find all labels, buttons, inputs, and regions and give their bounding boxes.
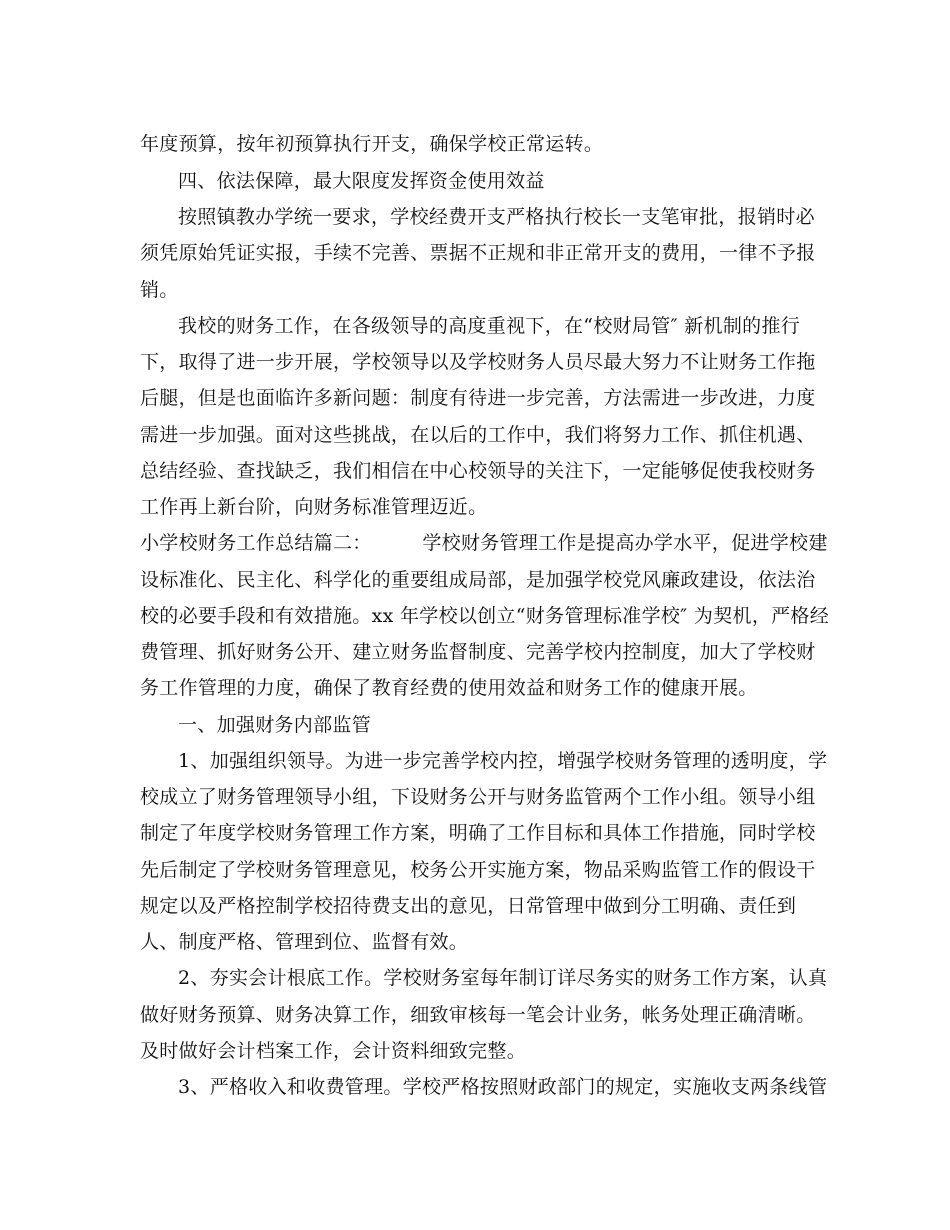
text-line: 做好财务预算、财务决算工作，细致审核每一笔会计业务，帐务处理正确清晰。 bbox=[140, 1004, 816, 1026]
text-line: 设标准化、民主化、科学化的重要组成局部，是加强学校党风廉政建设，依法治 bbox=[140, 569, 816, 591]
text-line: 人、制度严格、管理到位、监督有效。 bbox=[140, 931, 469, 953]
text-line: 先后制定了学校财务管理意见，校务公开实施方案，物品采购监管工作的假设干 bbox=[140, 859, 816, 881]
text-line: 后腿，但是也面临许多新问题：制度有待进一步完善，方法需进一步改进，力度 bbox=[140, 387, 816, 409]
text-line: 1、加强组织领导。为进一步完善学校内控，增强学校财务管理的透明度，学 bbox=[178, 750, 828, 772]
text-line: 务工作管理的力度，确保了教育经费的使用效益和财务工作的健康开展。 bbox=[140, 677, 758, 699]
text-line: 需进一步加强。面对这些挑战，在以后的工作中，我们将努力工作、抓住机遇、 bbox=[140, 424, 816, 446]
section-heading: 四、依法保障，最大限度发挥资金使用效益 bbox=[178, 170, 545, 192]
text-line: 2、夯实会计根底工作。学校财务室每年制订详尽务实的财务工作方案，认真 bbox=[178, 967, 828, 989]
text-line: 下，取得了进一步开展，学校领导以及学校财务人员尽最大努力不让财务工作拖 bbox=[140, 351, 816, 373]
text-line: 3、严格收入和收费管理。学校严格按照财政部门的规定，实施收支两条线管 bbox=[178, 1076, 828, 1098]
text-line: 工作再上新台阶，向财务标准管理迈近。 bbox=[140, 496, 488, 518]
text-line: 制定了年度学校财务管理工作方案，明确了工作目标和具体工作措施，同时学校 bbox=[140, 822, 816, 844]
text-line: 规定以及严格控制学校招待费支出的意见，日常管理中做到分工明确、责任到 bbox=[140, 895, 797, 917]
text-line: 须凭原始凭证实报，手续不完善、票据不正规和非正常开支的费用，一律不予报 bbox=[140, 242, 816, 264]
text-line: 我校的财务工作，在各级领导的高度重视下，在“校财局管″ 新机制的推行 bbox=[178, 315, 801, 337]
text-line: 年度预算，按年初预算执行开支，确保学校正常运转。 bbox=[140, 133, 604, 155]
text-line: 费管理、抓好财务公开、建立财务监督制度、完善学校内控制度，加大了学校财 bbox=[140, 641, 816, 663]
text-line: 按照镇教办学统一要求，学校经费开支严格执行校长一支笔审批，报销时必 bbox=[178, 206, 815, 228]
text-line: 及时做好会计档案工作，会计资料细致完整。 bbox=[140, 1040, 527, 1062]
text-line: 校的必要手段和有效措施。xx 年学校以创立“财务管理标准学校″ 为契机，严格经 bbox=[140, 605, 830, 627]
text-line: 销。 bbox=[140, 279, 179, 301]
text-line: 校成立了财务管理领导小组，下设财务公开与财务监管两个工作小组。领导小组 bbox=[140, 786, 816, 808]
text-line: 小学校财务工作总结篇二： 学校财务管理工作是提高办学水平，促进学校建 bbox=[140, 532, 828, 554]
section-heading: 一、加强财务内部监管 bbox=[178, 714, 372, 736]
text-line: 总结经验、查找缺乏，我们相信在中心校领导的关注下，一定能够促使我校财务 bbox=[140, 460, 816, 482]
